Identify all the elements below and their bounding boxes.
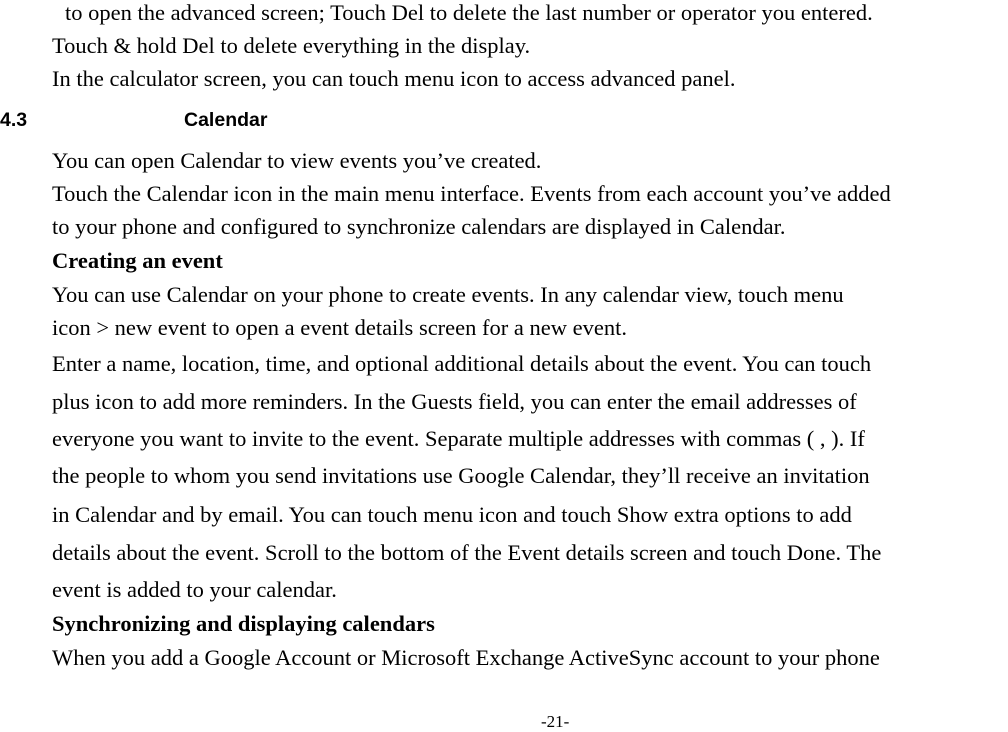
section-number: 4.3 — [0, 109, 28, 131]
sync-heading: Synchronizing and displaying calendars — [52, 611, 435, 636]
page-number: -21- — [541, 712, 570, 731]
creating-event-line-4: plus icon to add more reminders. In the Guests field, you can enter the email addresses of — [52, 389, 857, 414]
intro-line-2: Touch the Calendar icon in the main menu interface. Events from each account you’ve added — [52, 181, 891, 206]
continuation-line-1: to open the advanced screen; Touch Del to delete the last number or operator you entered. — [65, 0, 873, 25]
intro-line-1: You can open Calendar to view events you’ve created. — [52, 148, 542, 173]
creating-event-line-5: everyone you want to invite to the event. Separate multiple addresses with commas ( , ). If — [52, 426, 865, 451]
creating-event-line-2: icon > new event to open a event details screen for a new event. — [52, 315, 627, 340]
sync-line-1: When you add a Google Account or Microsoft Exchange ActiveSync account to your phone — [52, 645, 880, 670]
creating-event-line-3: Enter a name, location, time, and optional additional details about the event. You can touch — [52, 351, 872, 376]
creating-event-heading: Creating an event — [52, 248, 223, 273]
creating-event-line-8: details about the event. Scroll to the bottom of the Event details screen and touch Done. The — [52, 540, 882, 565]
continuation-line-2: Touch & hold Del to delete everything in the display. — [52, 33, 531, 58]
creating-event-line-9: event is added to your calendar. — [52, 577, 337, 602]
continuation-line-3: In the calculator screen, you can touch menu icon to access advanced panel. — [52, 66, 736, 91]
intro-line-3: to your phone and configured to synchronize calendars are displayed in Calendar. — [52, 214, 786, 239]
creating-event-line-1: You can use Calendar on your phone to create events. In any calendar view, touch menu — [52, 282, 844, 307]
section-title: Calendar — [184, 109, 268, 131]
creating-event-line-7: in Calendar and by email. You can touch menu icon and touch Show extra options to add — [52, 502, 852, 527]
creating-event-line-6: the people to whom you send invitations use Google Calendar, they’ll receive an invitation — [52, 463, 870, 488]
